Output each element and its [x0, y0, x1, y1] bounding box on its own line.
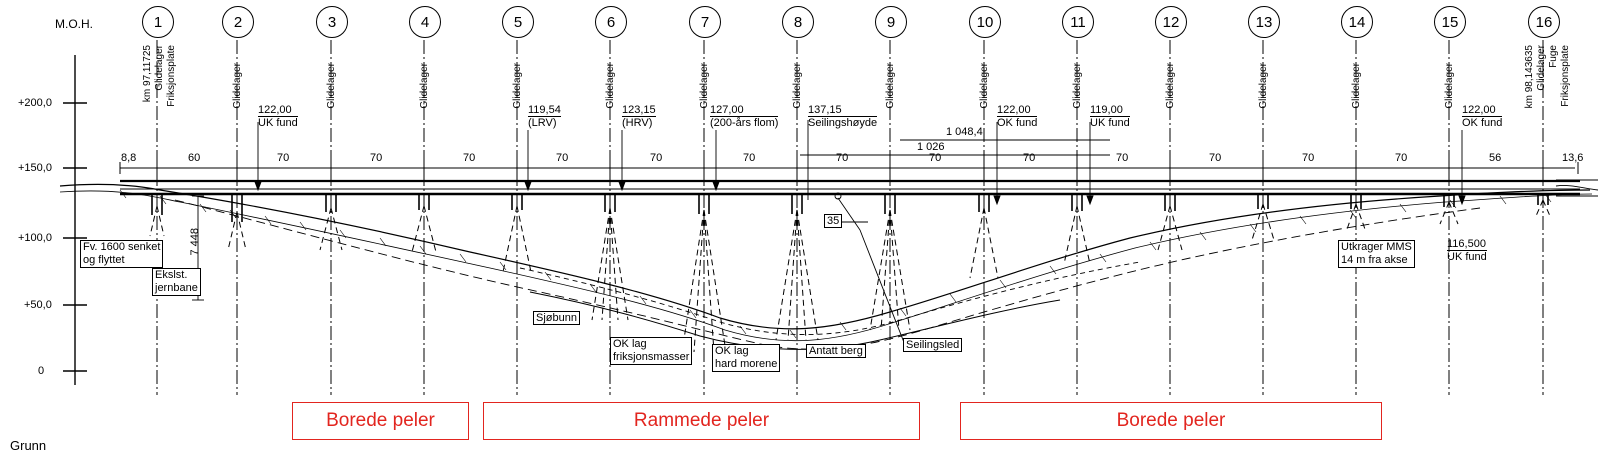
- axis-marker-3[interactable]: [316, 6, 348, 38]
- span-length-12: 70: [1209, 152, 1222, 164]
- datum-label: M.O.H.: [55, 17, 93, 31]
- annotation-dim-35: 35: [824, 214, 842, 228]
- axis-marker-label: 8: [793, 13, 803, 31]
- span-length-15: 56: [1489, 152, 1502, 164]
- axis-marker-label: 10: [976, 13, 994, 31]
- axis-marker-11[interactable]: [1062, 6, 1094, 38]
- bearing-label-axis-7: Glidelager: [699, 63, 710, 109]
- elevation-tick-100: +100,0: [18, 232, 52, 244]
- span-length-3: 70: [370, 152, 383, 164]
- pile-zone-label: Borede peler: [1116, 410, 1226, 431]
- level-note: OK fund: [1462, 117, 1503, 129]
- bearing-label-axis-14: Glidelager: [1351, 63, 1362, 109]
- level-value: 123,15: [622, 104, 656, 116]
- bearing-label-axis-15: Glidelager: [1444, 63, 1455, 109]
- span-length-6: 70: [650, 152, 663, 164]
- annotation-line-1: Ekslst.: [155, 269, 188, 281]
- axis-marker-5[interactable]: [502, 6, 534, 38]
- level-callout-uk-fund-a2: [258, 104, 298, 129]
- bearing-label-axis-6: Glidelager: [605, 63, 616, 109]
- bearing-label-axis-5: Glidelager: [512, 63, 523, 109]
- annotation-line-2: 14 m fra akse: [1341, 254, 1408, 266]
- axis-marker-label: 11: [1070, 13, 1086, 31]
- span-length-16: 13,6: [1562, 152, 1584, 164]
- pile-zone-rammede-peler: [483, 402, 920, 440]
- bearing-label-axis-16-km: km 98,143635: [1524, 45, 1535, 109]
- pile-zone-label: Borede peler: [326, 410, 435, 431]
- bearing-label-axis-12: Glidelager: [1165, 63, 1176, 109]
- axis-marker-label: 15: [1441, 13, 1459, 31]
- elevation-tick-50: +50,0: [24, 299, 52, 311]
- axis-marker-2[interactable]: [222, 6, 254, 38]
- pile-zone-borede-peler-left: [292, 402, 469, 440]
- span-length-4: 70: [463, 152, 476, 164]
- bearing-label-axis-9: Glidelager: [885, 63, 896, 109]
- span-length-7: 70: [743, 152, 756, 164]
- level-callout-lrv: [528, 104, 561, 129]
- annotation-line-2: hard morene: [715, 358, 778, 370]
- bearing-label-axis-1-friksjonsplate: Friksjonsplate: [166, 45, 177, 107]
- span-length-0: 8,8: [121, 152, 137, 164]
- total-length-1048: 1 048,4: [946, 126, 983, 138]
- level-note: UK fund: [1090, 117, 1130, 129]
- axis-marker-label: 1: [153, 13, 163, 31]
- span-length-1: 60: [188, 152, 201, 164]
- annotation-fv1600: [80, 240, 163, 268]
- pile-zone-borede-peler-right: [960, 402, 1382, 440]
- axis-marker-16[interactable]: [1528, 6, 1560, 38]
- bearing-label-axis-1-glidelager: Glidelager: [154, 45, 165, 91]
- bearing-label-axis-3: Glidelager: [326, 63, 337, 109]
- annotation-sjobunn: Sjøbunn: [533, 311, 580, 325]
- bearing-label-axis-2: Glidelager: [232, 63, 243, 109]
- level-callout-uk-fund-116500: [1447, 238, 1487, 263]
- level-value: 122,00: [1462, 104, 1496, 116]
- axis-marker-9[interactable]: [875, 6, 907, 38]
- level-value: 122,00: [258, 104, 292, 116]
- level-callout-ok-fund-a15: [1462, 104, 1502, 129]
- level-note: Seilingshøyde: [808, 117, 878, 129]
- annotation-line-1: OK lag: [613, 338, 647, 350]
- axis-marker-label: 3: [327, 13, 337, 31]
- bearing-label-axis-10: Glidelager: [979, 63, 990, 109]
- annotation-utkrager-mms: [1338, 240, 1415, 268]
- elevation-tick-150: +150,0: [18, 162, 52, 174]
- pile-zone-label: Rammede peler: [633, 410, 770, 431]
- level-note: (LRV): [528, 116, 561, 129]
- level-note: UK fund: [1447, 251, 1487, 263]
- level-callout-hrv: [622, 104, 656, 129]
- span-length-5: 70: [556, 152, 569, 164]
- annotation-line-1: OK lag: [715, 345, 749, 357]
- annotation-line-2: friksjonsmasser: [613, 351, 690, 363]
- axis-marker-label: 7: [700, 13, 710, 31]
- axis-marker-4[interactable]: [409, 6, 441, 38]
- axis-marker-label: 5: [513, 13, 523, 31]
- level-note: (200-års flom): [710, 117, 779, 129]
- axis-marker-label: 13: [1255, 13, 1273, 31]
- level-value: 119,54: [528, 104, 561, 116]
- span-length-14: 70: [1395, 152, 1408, 164]
- axis-marker-label: 12: [1162, 13, 1180, 31]
- axis-marker-label: 16: [1535, 13, 1553, 31]
- level-note: UK fund: [258, 117, 298, 129]
- level-callout-ok-fund-a10: [997, 104, 1037, 129]
- bearing-label-axis-13: Glidelager: [1258, 63, 1269, 109]
- span-length-11: 70: [1116, 152, 1129, 164]
- annotation-seilingsled: Seilingsled: [903, 338, 962, 352]
- annotation-line-2: og flyttet: [83, 254, 125, 266]
- bearing-label-axis-11: Glidelager: [1072, 63, 1083, 109]
- annotation-jernbane: [152, 268, 201, 296]
- level-value: 119,00: [1090, 104, 1123, 116]
- elevation-tick-0: 0: [38, 365, 45, 377]
- annotation-dim-7448: 7 448: [189, 228, 201, 256]
- axis-marker-label: 2: [233, 13, 243, 31]
- bearing-label-axis-4: Glidelager: [419, 63, 430, 109]
- level-value: 137,15: [808, 104, 842, 116]
- axis-marker-label: 6: [606, 13, 616, 31]
- span-length-9: 70: [929, 152, 942, 164]
- axis-marker-12[interactable]: [1155, 6, 1187, 38]
- span-length-8: 70: [836, 152, 849, 164]
- axis-marker-label: 9: [886, 13, 896, 31]
- axis-marker-1[interactable]: [142, 6, 174, 38]
- axis-marker-15[interactable]: [1434, 6, 1466, 38]
- level-callout-seilingshoyde: [808, 104, 877, 129]
- level-value: 127,00: [710, 104, 744, 116]
- bearing-label-axis-16-glidelager: Glidelager: [1536, 45, 1547, 91]
- annotation-ok-lag-hard-morene: [712, 344, 780, 372]
- bearing-label-axis-16-friksjonsplate: Friksjonsplate: [1560, 45, 1571, 107]
- level-note: OK fund: [997, 117, 1038, 129]
- bottom-label-grunn: Grunn: [10, 438, 47, 453]
- level-callout-flom: [710, 104, 778, 129]
- annotation-antatt-berg: Antatt berg: [806, 344, 866, 358]
- total-length-1026: 1 026: [917, 141, 945, 153]
- axis-marker-label: 4: [420, 13, 430, 31]
- bearing-label-axis-8: Glidelager: [792, 63, 803, 109]
- span-length-13: 70: [1302, 152, 1315, 164]
- span-length-2: 70: [277, 152, 290, 164]
- level-value: 122,00: [997, 104, 1031, 116]
- bearing-label-axis-1-km: km 97,11725: [142, 45, 153, 103]
- axis-marker-10[interactable]: [969, 6, 1001, 38]
- axis-marker-8[interactable]: [782, 6, 814, 38]
- annotation-line-1: Fv. 1600 senket: [83, 241, 161, 253]
- level-note: (HRV): [622, 116, 656, 129]
- axis-marker-6[interactable]: [595, 6, 627, 38]
- axis-marker-13[interactable]: [1248, 6, 1280, 38]
- bearing-label-axis-16-fuge: Fuge: [1548, 45, 1559, 68]
- span-length-10: 70: [1023, 152, 1036, 164]
- axis-marker-7[interactable]: [689, 6, 721, 38]
- elevation-tick-200: +200,0: [18, 97, 52, 109]
- level-value: 116,500: [1447, 238, 1486, 250]
- axis-marker-label: 14: [1348, 13, 1366, 31]
- level-callout-uk-fund-a11: [1090, 104, 1130, 129]
- annotation-line-1: Utkrager MMS: [1341, 241, 1412, 253]
- annotation-line-2: jernbane: [155, 282, 198, 294]
- annotation-ok-lag-friksjonsmasser: [610, 337, 692, 365]
- axis-marker-14[interactable]: [1341, 6, 1373, 38]
